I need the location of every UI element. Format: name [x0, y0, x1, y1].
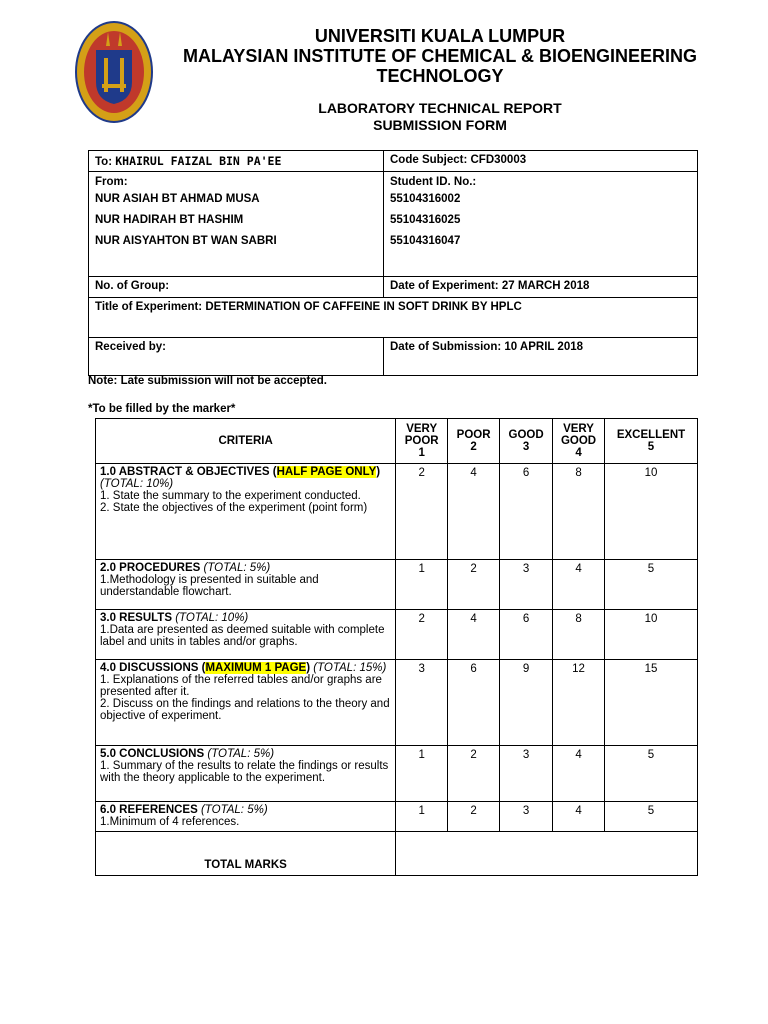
header-text: GOOD [508, 429, 544, 441]
rubric-row-procedures [96, 560, 698, 610]
rubric-row-references [96, 802, 698, 832]
criteria-line: 1.Methodology is presented in suitable and understandable flowchart. [100, 574, 319, 598]
student-id-cell [384, 172, 698, 277]
university-name: UNIVERSITI KUALA LUMPUR [314, 26, 566, 46]
criteria-total: (TOTAL: 10%) [172, 612, 249, 624]
rubric-row-conclusions [96, 746, 698, 802]
score-good: 9 [500, 660, 553, 746]
score-poor: 2 [448, 746, 500, 802]
criteria-title-end: ) [306, 662, 311, 674]
score-very-poor: 2 [396, 610, 448, 660]
criteria-title: 3.0 RESULTS [100, 612, 172, 624]
score-excellent: 5 [605, 746, 698, 802]
score-very-poor: 1 [396, 802, 448, 832]
to-cell [89, 151, 384, 172]
excellent-header [605, 419, 698, 464]
header-text: EXCELLENT [616, 429, 686, 441]
criteria-cell [96, 610, 396, 660]
criteria-title: 4.0 DISCUSSIONS ( [100, 662, 206, 674]
criteria-total: (TOTAL: 10%) [100, 478, 174, 490]
member-id: 55104316025 [390, 214, 461, 226]
criteria-total: (TOTAL: 15%) [310, 662, 387, 674]
report-title [150, 100, 730, 134]
criteria-total: (TOTAL: 5%) [200, 562, 271, 574]
no-of-group: No. of Group: [89, 277, 384, 298]
score-excellent: 15 [605, 660, 698, 746]
very-good-header [553, 419, 605, 464]
score-poor: 2 [448, 802, 500, 832]
score-good: 6 [500, 610, 553, 660]
total-marks-label: TOTAL MARKS [96, 832, 396, 876]
score-very-poor: 3 [396, 660, 448, 746]
total-marks-value [396, 832, 698, 876]
score-poor: 2 [448, 560, 500, 610]
criteria-cell [96, 464, 396, 560]
criteria-line: 1.Minimum of 4 references. [100, 816, 240, 828]
score-very-good: 8 [553, 464, 605, 560]
score-excellent: 5 [605, 802, 698, 832]
score-excellent: 10 [605, 610, 698, 660]
member-id: 55104316002 [390, 193, 461, 205]
score-poor: 4 [448, 610, 500, 660]
to-value: KHAIRUL FAIZAL BIN PA'EE [115, 154, 282, 168]
criteria-title: 6.0 REFERENCES [100, 804, 198, 816]
score-good: 3 [500, 802, 553, 832]
header-text: POOR [456, 429, 491, 441]
criteria-highlight: MAXIMUM 1 PAGE [205, 662, 307, 674]
report-title-line2: SUBMISSION FORM [373, 117, 507, 133]
criteria-title: 1.0 ABSTRACT & OBJECTIVES ( [100, 466, 277, 478]
criteria-line: 1. Summary of the results to relate the findings or results with the theory applicable to the experiment. [100, 760, 389, 784]
good-header [500, 419, 553, 464]
institute-name-line1: MALAYSIAN INSTITUTE OF CHEMICAL & BIOENGINEERING [182, 46, 698, 66]
member-name: NUR AISYAHTON BT WAN SABRI [95, 235, 277, 247]
poor-header [448, 419, 500, 464]
date-of-experiment: Date of Experiment: 27 MARCH 2018 [384, 277, 698, 298]
header-text: 2 [470, 441, 477, 453]
rubric-total-row [96, 832, 698, 876]
received-by: Received by: [89, 338, 384, 376]
institute-name-line2: TECHNOLOGY [376, 66, 504, 86]
rubric-header-row [96, 419, 698, 464]
criteria-line: 2. Discuss on the findings and relations to the theory and objective of experiment. [100, 698, 390, 722]
rubric-row-results [96, 610, 698, 660]
report-title-line1: LABORATORY TECHNICAL REPORT [318, 100, 562, 116]
score-very-good: 4 [553, 746, 605, 802]
criteria-total: (TOTAL: 5%) [197, 804, 268, 816]
score-very-good: 4 [553, 560, 605, 610]
rubric-row-abstract [96, 464, 698, 560]
score-good: 3 [500, 560, 553, 610]
from-cell [89, 172, 384, 277]
score-very-good: 4 [553, 802, 605, 832]
header-text: VERY [563, 423, 594, 435]
score-very-poor: 1 [396, 746, 448, 802]
to-label: To: [95, 156, 113, 168]
title-of-experiment: Title of Experiment: DETERMINATION OF CAFFEINE IN SOFT DRINK BY HPLC [89, 298, 698, 338]
criteria-cell [96, 746, 396, 802]
submission-info-table [88, 150, 698, 376]
criteria-highlight: HALF PAGE ONLY [276, 466, 377, 478]
criteria-title: 2.0 PROCEDURES [100, 562, 201, 574]
late-submission-note: Note: Late submission will not be accepted. [88, 375, 327, 387]
criteria-line: 1. Explanations of the referred tables and/or graphs are presented after it. [100, 674, 382, 698]
header-text: 1 [418, 447, 425, 459]
score-poor: 4 [448, 464, 500, 560]
criteria-cell [96, 560, 396, 610]
header-text: GOOD [560, 435, 597, 447]
criteria-line: 1. State the summary to the experiment conducted. [100, 490, 361, 502]
header-text: 3 [522, 441, 530, 453]
score-very-good: 8 [553, 610, 605, 660]
criteria-line: 2. State the objectives of the experiment (point form) [100, 502, 368, 514]
header-text: POOR [404, 435, 439, 447]
header-text: VERY [406, 423, 438, 435]
criteria-title-end: ) [376, 466, 381, 478]
member-name: NUR HADIRAH BT HASHIM [95, 214, 244, 226]
criteria-line: 1.Data are presented as deemed suitable with complete label and units in tables and/or graphs. [100, 624, 385, 648]
score-good: 6 [500, 464, 553, 560]
score-very-good: 12 [553, 660, 605, 746]
score-excellent: 5 [605, 560, 698, 610]
marking-rubric-table [95, 418, 698, 876]
score-good: 3 [500, 746, 553, 802]
member-name: NUR ASIAH BT AHMAD MUSA [95, 193, 260, 205]
criteria-title: 5.0 CONCLUSIONS [100, 748, 205, 760]
score-poor: 6 [448, 660, 500, 746]
criteria-cell [96, 660, 396, 746]
member-id: 55104316047 [390, 235, 461, 247]
score-excellent: 10 [605, 464, 698, 560]
student-id-label: Student ID. No.: [390, 176, 477, 188]
marker-note: *To be filled by the marker* [88, 403, 236, 415]
very-poor-header [396, 419, 448, 464]
document-header [150, 26, 730, 86]
criteria-cell [96, 802, 396, 832]
header-text: 4 [575, 447, 582, 459]
score-very-poor: 1 [396, 560, 448, 610]
from-label: From: [95, 176, 128, 188]
rubric-row-discussions [96, 660, 698, 746]
date-of-submission: Date of Submission: 10 APRIL 2018 [384, 338, 698, 376]
code-subject: Code Subject: CFD30003 [384, 151, 698, 172]
score-very-poor: 2 [396, 464, 448, 560]
criteria-header: CRITERIA [96, 419, 396, 464]
university-logo [74, 20, 154, 124]
header-text: 5 [647, 441, 655, 453]
criteria-total: (TOTAL: 5%) [204, 748, 275, 760]
